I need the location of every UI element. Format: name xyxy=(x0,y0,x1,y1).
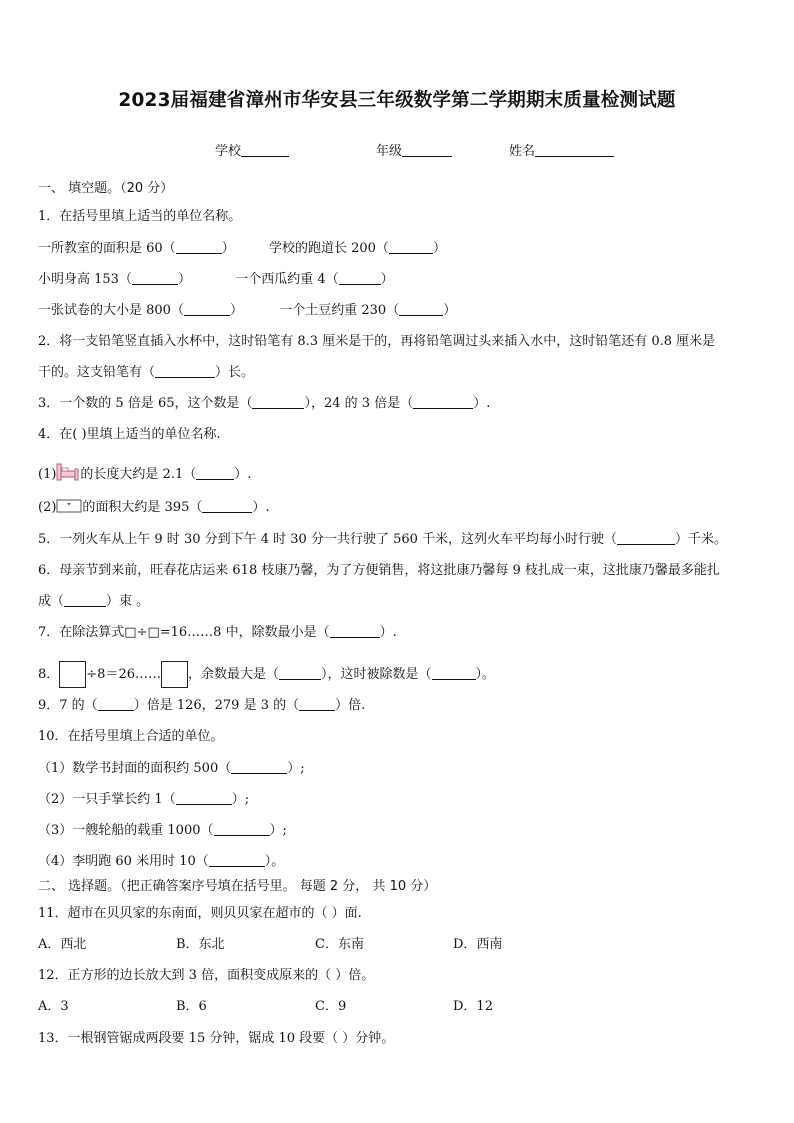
page-title: 2023届福建省漳州市华安县三年级数学第二学期期末质量检测试题 xyxy=(118,90,676,111)
section-1-heading: 一、 填空题。（20 分） xyxy=(38,181,174,196)
school-blank[interactable] xyxy=(241,143,289,157)
q9-text-a: 9．7 的（ xyxy=(38,698,98,713)
q1-item-b1: 小明身高 153（ xyxy=(38,272,132,287)
question-7 xyxy=(38,625,397,641)
q5-text-b: ）千米。 xyxy=(675,532,728,547)
q8-text-c: ，余数最大是（ xyxy=(188,667,280,682)
q4-part-1-label: (1) xyxy=(38,467,57,482)
grade-blank[interactable] xyxy=(402,143,452,157)
answer-blank[interactable] xyxy=(279,667,321,680)
answer-blank[interactable] xyxy=(299,698,335,711)
question-1-row-2 xyxy=(38,272,394,288)
q2-text-b: ）长。 xyxy=(215,365,255,380)
question-11-stem: 11．超市在贝贝家的东南面，则贝贝家在超市的（ ）面. xyxy=(38,906,362,921)
bracket-close: ） xyxy=(177,272,191,287)
question-10-part-1 xyxy=(38,761,305,777)
question-10-stem: 10．在括号里填上合适的单位。 xyxy=(38,729,224,744)
q12-option-b[interactable]: B．6 xyxy=(176,999,207,1014)
bed-icon xyxy=(56,462,80,482)
bracket-close: ） xyxy=(443,303,457,318)
answer-blank[interactable] xyxy=(176,792,232,805)
answer-blank[interactable] xyxy=(202,500,252,513)
question-5 xyxy=(38,532,727,548)
question-13-stem: 13．一根钢管锯成两段要 15 分钟，锯成 10 段要（ ）分钟。 xyxy=(38,1031,395,1046)
grade-field xyxy=(376,140,452,159)
question-1-row-1 xyxy=(38,241,446,257)
question-10-part-4 xyxy=(38,854,284,870)
answer-blank[interactable] xyxy=(231,761,287,774)
bracket-close: ） xyxy=(229,303,243,318)
answer-blank[interactable] xyxy=(155,365,215,378)
q10-part-1-end: ）; xyxy=(287,761,305,776)
question-2-line-1: 2．将一支铅笔竖直插入水杯中，这时铅笔有 8.3 厘米是干的，再将铅笔调过头来插入水中，这时铅笔还有 0.8 厘米是 xyxy=(38,334,716,349)
question-1-stem: 1．在括号里填上适当的单位名称。 xyxy=(38,209,242,224)
dividend-box[interactable] xyxy=(59,661,86,688)
q9-text-b: ）倍是 126，279 是 3 的（ xyxy=(133,698,300,713)
q6-text-a: 成（ xyxy=(38,594,65,609)
q3-text-c: ）. xyxy=(473,396,491,411)
answer-blank[interactable] xyxy=(209,854,265,867)
question-12-stem: 12．正方形的边长放大到 3 倍，面积变成原来的（ ）倍。 xyxy=(38,968,375,983)
question-4-stem: 4．在( )里填上适当的单位名称. xyxy=(38,427,221,442)
q11-option-d[interactable]: D．西南 xyxy=(453,937,503,952)
q12-option-c[interactable]: C．9 xyxy=(315,999,347,1014)
bracket-close: ） xyxy=(380,272,394,287)
q4-part-1-text: 的长度大约是 2.1（ xyxy=(80,467,197,482)
q5-text-a: 5．一列火车从上午 9 时 30 分到下午 4 时 30 分一共行驶了 560 千米，这列火车平均每小时行驶（ xyxy=(38,532,618,547)
grade-label: 年级 xyxy=(376,144,403,159)
envelope-icon xyxy=(56,499,82,513)
question-3 xyxy=(38,396,490,412)
question-6-line-2 xyxy=(38,594,149,610)
q10-part-4-text: （4）李明跑 60 米用时 10（ xyxy=(38,854,209,869)
q11-option-b[interactable]: B．东北 xyxy=(176,937,225,952)
question-9 xyxy=(38,698,365,714)
q2-text-a: 干的。这支铅笔有（ xyxy=(38,365,156,380)
school-field xyxy=(215,140,289,159)
question-2-line-2 xyxy=(38,365,254,381)
question-10-part-2 xyxy=(38,792,249,808)
q1-item-c1: 一张试卷的大小是 800（ xyxy=(38,303,184,318)
answer-blank[interactable] xyxy=(252,396,304,409)
question-10-part-3 xyxy=(38,823,287,839)
q4-part-1-end: ）. xyxy=(234,467,252,482)
q10-part-4-end: ）。 xyxy=(264,854,285,869)
q12-option-d[interactable]: D．12 xyxy=(453,999,493,1014)
q10-part-1-text: （1）数学书封面的面积约 500（ xyxy=(38,761,232,776)
answer-blank[interactable] xyxy=(196,467,234,480)
q4-part-2-end: ）. xyxy=(252,500,270,515)
q11-option-c[interactable]: C．东南 xyxy=(315,937,364,952)
q3-text-b: ），24 的 3 倍是（ xyxy=(304,396,414,411)
answer-blank[interactable] xyxy=(64,594,106,607)
q3-text-a: 3．一个数的 5 倍是 65，这个数是（ xyxy=(38,396,253,411)
name-label: 姓名 xyxy=(509,144,536,159)
answer-blank[interactable] xyxy=(399,303,443,316)
answer-blank[interactable] xyxy=(617,532,675,545)
q1-item-a2: 学校的跑道长 200（ xyxy=(268,241,389,256)
bracket-close: ） xyxy=(432,241,446,256)
question-1-row-3 xyxy=(38,303,456,319)
answer-blank[interactable] xyxy=(330,625,380,638)
q6-text-b: ）束 。 xyxy=(106,594,150,609)
q7-text-a: 7．在除法算式□÷□=16……8 中，除数最小是（ xyxy=(38,625,330,640)
q8-text-d: ），这时被除数是（ xyxy=(321,667,432,682)
answer-blank[interactable] xyxy=(432,667,476,680)
q11-option-a[interactable]: A．西北 xyxy=(38,937,87,952)
q1-item-a1: 一所教室的面积是 60（ xyxy=(38,241,176,256)
answer-blank[interactable] xyxy=(413,396,473,409)
q7-text-b: ）. xyxy=(379,625,397,640)
answer-blank[interactable] xyxy=(132,272,178,285)
answer-blank[interactable] xyxy=(389,241,433,254)
answer-blank[interactable] xyxy=(214,823,270,836)
q10-part-2-end: ）; xyxy=(231,792,250,807)
q8-text-e: ）。 xyxy=(475,667,496,682)
q1-item-c2: 一个土豆约重 230（ xyxy=(279,303,400,318)
q10-part-2-text: （2）一只手掌长约 1（ xyxy=(38,792,176,807)
school-label: 学校 xyxy=(215,144,242,159)
question-4-part-1 xyxy=(38,462,251,483)
name-blank[interactable] xyxy=(535,143,614,157)
name-field xyxy=(509,140,614,159)
q8-text-a: 8． xyxy=(38,667,60,682)
answer-blank[interactable] xyxy=(339,272,381,285)
remainder-box[interactable] xyxy=(161,661,188,688)
question-6-line-1: 6．母亲节到来前，旺春花店运来 618 枝康乃馨，为了方便销售，将这批康乃馨每 9 枝扎成一束，这批康乃馨最多能扎 xyxy=(38,563,720,578)
answer-blank[interactable] xyxy=(98,698,134,711)
q8-text-b: ÷8＝26…… xyxy=(86,667,161,682)
q12-option-a[interactable]: A．3 xyxy=(38,999,69,1014)
bracket-close: ） xyxy=(221,241,235,256)
answer-blank[interactable] xyxy=(184,303,230,316)
q4-part-2-label: (2) xyxy=(38,500,57,515)
q1-item-b2: 一个西瓜约重 4（ xyxy=(235,272,339,287)
question-8 xyxy=(38,661,495,688)
section-2-heading: 二、 选择题。（把正确答案序号填在括号里。 每题 2 分， 共 10 分） xyxy=(38,879,437,894)
q10-part-3-end: ）; xyxy=(269,823,287,838)
question-4-part-2 xyxy=(38,499,270,516)
q10-part-3-text: （3）一艘轮船的载重 1000（ xyxy=(38,823,214,838)
q9-text-c: ）倍. xyxy=(335,698,366,713)
answer-blank[interactable] xyxy=(176,241,222,254)
q4-part-2-text: 的面积大约是 395（ xyxy=(82,500,203,515)
